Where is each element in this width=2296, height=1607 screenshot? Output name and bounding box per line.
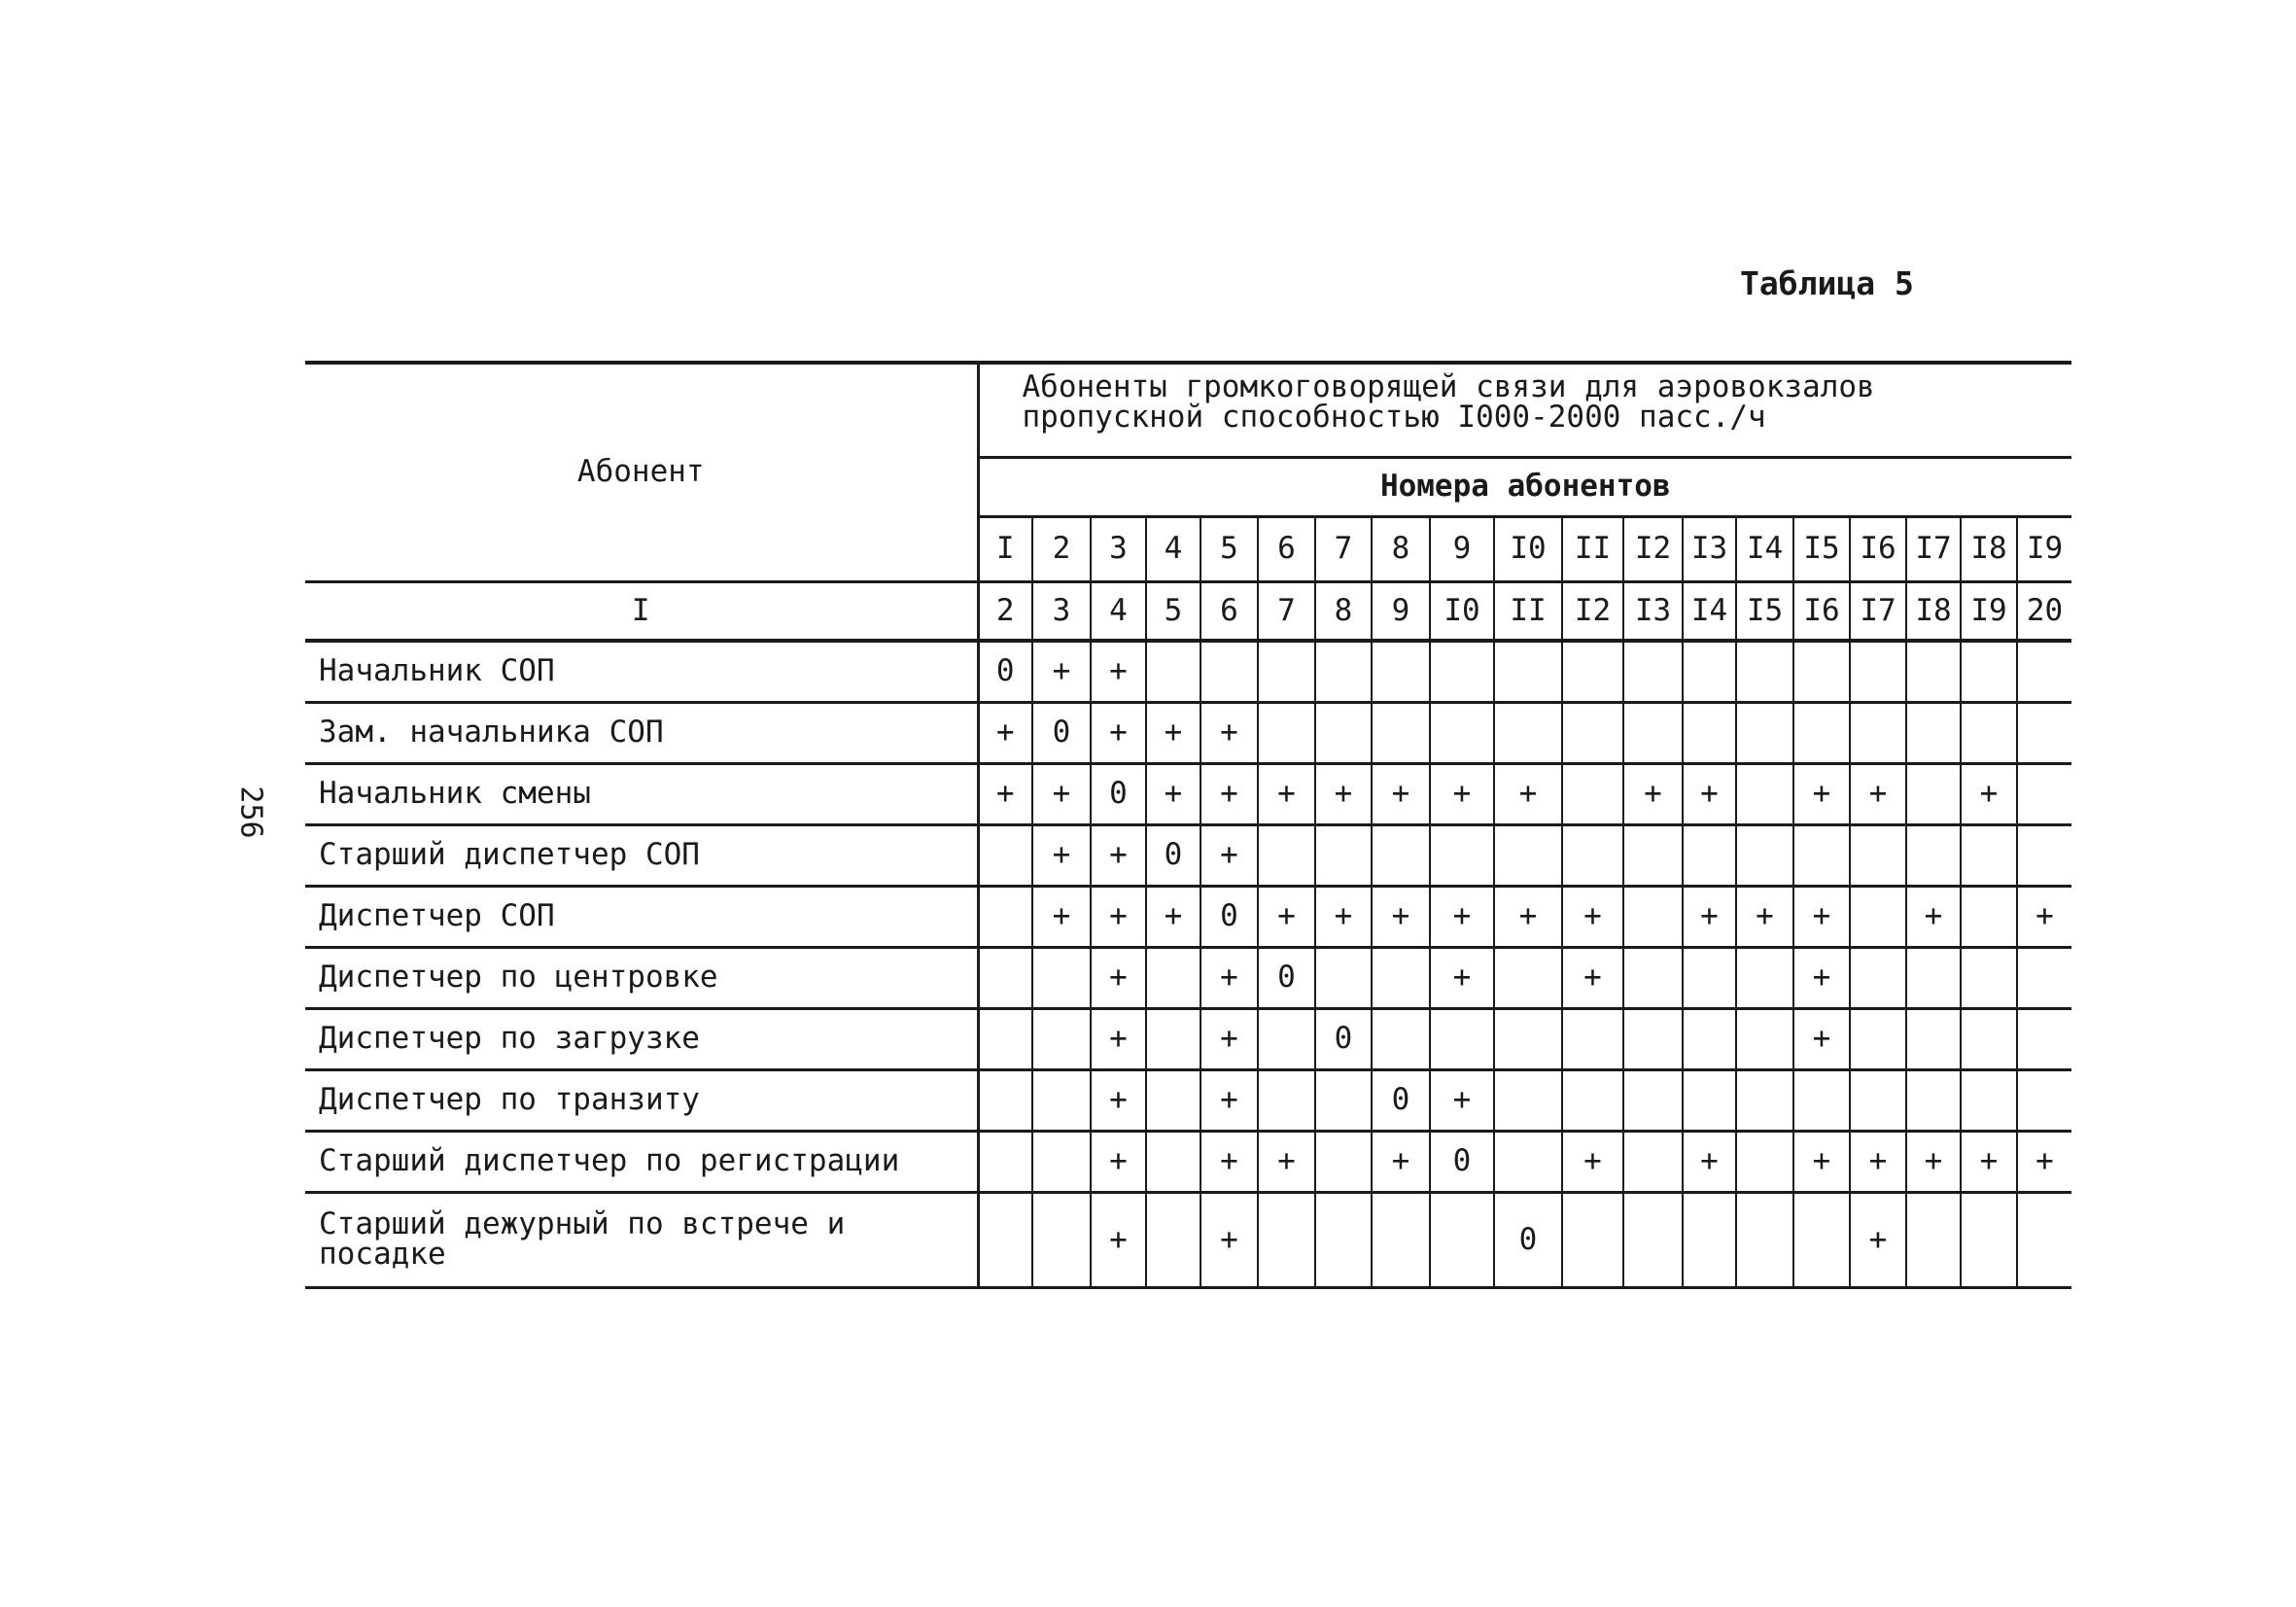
- table-cell: [1850, 947, 1906, 1008]
- table-cell: [1372, 641, 1430, 702]
- table-cell: [978, 1131, 1032, 1192]
- table-cell: +: [1372, 1131, 1430, 1192]
- table-cell: [1623, 1131, 1683, 1192]
- column-number: I7: [1850, 581, 1906, 641]
- table-cell: [1906, 1192, 1961, 1287]
- table-cell: [1032, 1192, 1091, 1287]
- table-body: [305, 641, 2071, 1287]
- subscriber-number: I: [978, 516, 1032, 581]
- table-cell: [1372, 702, 1430, 763]
- subscriber-number: I0: [1494, 516, 1562, 581]
- table-cell: +: [1430, 886, 1494, 947]
- subscriber-number: 9: [1430, 516, 1494, 581]
- subscriber-number: I6: [1850, 516, 1906, 581]
- table-cell: [1736, 702, 1793, 763]
- table-cell: [1146, 1069, 1200, 1131]
- table-cell: [1562, 763, 1623, 824]
- table-cell: +: [1146, 763, 1200, 824]
- column-number: 7: [1258, 581, 1315, 641]
- table-cell: +: [1258, 1131, 1315, 1192]
- table-cell: [1683, 641, 1736, 702]
- subscriber-number: 8: [1372, 516, 1430, 581]
- table-cell: +: [1793, 763, 1850, 824]
- table-cell: [1146, 947, 1200, 1008]
- table-cell: +: [1494, 886, 1562, 947]
- table-cell: 0: [1200, 886, 1258, 947]
- table-cell: [1032, 947, 1091, 1008]
- table-cell: [1961, 886, 2017, 947]
- table-cell: +: [1200, 1069, 1258, 1131]
- table-cell: [2017, 1192, 2071, 1287]
- row-subscriber-name: Диспетчер по центровке: [305, 947, 978, 1008]
- subscriber-number: 5: [1200, 516, 1258, 581]
- table-cell: +: [1200, 1008, 1258, 1069]
- table-cell: [1562, 1192, 1623, 1287]
- table-cell: [1258, 1069, 1315, 1131]
- table-cell: +: [1091, 1192, 1146, 1287]
- table-cell: +: [1562, 1131, 1623, 1192]
- table-cell: +: [1032, 824, 1091, 886]
- table-cell: [1850, 641, 1906, 702]
- table-cell: [1258, 641, 1315, 702]
- table-cell: +: [1091, 947, 1146, 1008]
- table-cell: 0: [1091, 763, 1146, 824]
- table-cell: [1850, 1008, 1906, 1069]
- table-cell: [1683, 702, 1736, 763]
- table-cell: [1146, 1008, 1200, 1069]
- table-cell: [1623, 1069, 1683, 1131]
- column-number: 6: [1200, 581, 1258, 641]
- column-number: I0: [1430, 581, 1494, 641]
- table-cell: +: [1906, 1131, 1961, 1192]
- table-row: [305, 947, 2071, 1008]
- table-cell: [1850, 886, 1906, 947]
- table-cell: [1494, 1131, 1562, 1192]
- column-number: I5: [1736, 581, 1793, 641]
- table-cell: [1906, 824, 1961, 886]
- subscriber-number: 3: [1091, 516, 1146, 581]
- page-number: 256: [233, 786, 268, 839]
- table-cell: +: [1091, 1069, 1146, 1131]
- table-cell: [1372, 947, 1430, 1008]
- subscriber-column-header: Абонент: [305, 363, 978, 581]
- table-cell: [1315, 1069, 1372, 1131]
- table-cell: [1623, 886, 1683, 947]
- table-cell: [1906, 947, 1961, 1008]
- table-cell: +: [1961, 1131, 2017, 1192]
- subscriber-number: I9: [2017, 516, 2071, 581]
- table-cell: [1258, 824, 1315, 886]
- table-cell: +: [1736, 886, 1793, 947]
- table-cell: [1372, 1192, 1430, 1287]
- column-number: I6: [1793, 581, 1850, 641]
- table-cell: +: [1200, 763, 1258, 824]
- table-cell: [978, 1192, 1032, 1287]
- subscriber-table: [305, 361, 2071, 1289]
- table-cell: +: [1961, 763, 2017, 824]
- table-cell: [1683, 824, 1736, 886]
- table-cell: [1258, 1008, 1315, 1069]
- table-cell: +: [1091, 1131, 1146, 1192]
- table-cell: +: [1315, 763, 1372, 824]
- column-number: 5: [1146, 581, 1200, 641]
- column-number: 3: [1032, 581, 1091, 641]
- table-cell: [1315, 702, 1372, 763]
- table-row: [305, 886, 2071, 947]
- table-cell: +: [1200, 702, 1258, 763]
- table-cell: 0: [1315, 1008, 1372, 1069]
- column-number: I: [305, 581, 978, 641]
- column-number: 9: [1372, 581, 1430, 641]
- table-cell: +: [978, 702, 1032, 763]
- table-cell: +: [978, 763, 1032, 824]
- table-cell: [1430, 1008, 1494, 1069]
- table-cell: [1372, 1008, 1430, 1069]
- table-cell: [1906, 763, 1961, 824]
- row-subscriber-name: Диспетчер по загрузке: [305, 1008, 978, 1069]
- table-cell: [1562, 641, 1623, 702]
- table-cell: +: [1683, 763, 1736, 824]
- column-number: II: [1494, 581, 1562, 641]
- row-subscriber-name: Начальник СОП: [305, 641, 978, 702]
- table-cell: +: [1200, 947, 1258, 1008]
- table-cell: [1494, 641, 1562, 702]
- table-cell: [1430, 702, 1494, 763]
- table-cell: [1623, 1192, 1683, 1287]
- table-cell: +: [1683, 886, 1736, 947]
- table-cell: [1315, 1131, 1372, 1192]
- table-cell: [1562, 824, 1623, 886]
- table-cell: [978, 886, 1032, 947]
- table-row: [305, 824, 2071, 886]
- table-cell: +: [1430, 947, 1494, 1008]
- column-number: I8: [1906, 581, 1961, 641]
- table-cell: +: [1315, 886, 1372, 947]
- subscriber-number: I3: [1683, 516, 1736, 581]
- table-row: [305, 702, 2071, 763]
- table-cell: [1683, 1192, 1736, 1287]
- table-cell: [978, 824, 1032, 886]
- subscriber-number: I4: [1736, 516, 1793, 581]
- table-cell: [1494, 824, 1562, 886]
- table-cell: [1430, 641, 1494, 702]
- table-cell: [1372, 824, 1430, 886]
- table-cell: +: [1032, 763, 1091, 824]
- table-cell: [1315, 641, 1372, 702]
- row-subscriber-name: Начальник смены: [305, 763, 978, 824]
- table-cell: [1906, 702, 1961, 763]
- table-cell: +: [1146, 702, 1200, 763]
- table-cell: [1494, 947, 1562, 1008]
- table-row: [305, 641, 2071, 702]
- table-cell: [1146, 1131, 1200, 1192]
- column-number: I9: [1961, 581, 2017, 641]
- table-cell: [2017, 1008, 2071, 1069]
- table-cell: [1146, 1192, 1200, 1287]
- column-number: 8: [1315, 581, 1372, 641]
- table-cell: [1562, 1008, 1623, 1069]
- table-cell: [1961, 702, 2017, 763]
- table-cell: 0: [1494, 1192, 1562, 1287]
- table-cell: [1032, 1069, 1091, 1131]
- table-cell: +: [1200, 1192, 1258, 1287]
- table-title: Таблица 5: [1740, 264, 1914, 302]
- table-cell: [1736, 763, 1793, 824]
- table-cell: [1736, 1131, 1793, 1192]
- table-cell: +: [1032, 886, 1091, 947]
- row-subscriber-name: Диспетчер СОП: [305, 886, 978, 947]
- numbers-title: Номера абонентов: [978, 457, 2071, 516]
- table-cell: +: [1850, 1131, 1906, 1192]
- row-subscriber-name: Старший дежурный по встрече и посадке: [305, 1192, 978, 1287]
- table-cell: [1736, 824, 1793, 886]
- subscriber-number: I5: [1793, 516, 1850, 581]
- table-cell: [1793, 641, 1850, 702]
- column-number: 4: [1091, 581, 1146, 641]
- subscriber-number: I8: [1961, 516, 2017, 581]
- column-number: 2: [978, 581, 1032, 641]
- table-cell: [2017, 641, 2071, 702]
- table-cell: [1200, 641, 1258, 702]
- table-cell: [2017, 702, 2071, 763]
- subscriber-number: 4: [1146, 516, 1200, 581]
- table-cell: +: [1091, 641, 1146, 702]
- subscriber-number: 7: [1315, 516, 1372, 581]
- table-cell: [1736, 1069, 1793, 1131]
- table-cell: [1430, 824, 1494, 886]
- table-cell: [1315, 824, 1372, 886]
- table-row: [305, 1008, 2071, 1069]
- table-cell: [1494, 702, 1562, 763]
- table-cell: +: [1032, 641, 1091, 702]
- table-cell: +: [1200, 1131, 1258, 1192]
- table-cell: +: [1091, 702, 1146, 763]
- table-cell: +: [1562, 886, 1623, 947]
- table-cell: [1736, 641, 1793, 702]
- table-cell: [2017, 1069, 2071, 1131]
- table-cell: +: [1793, 886, 1850, 947]
- table-cell: +: [1793, 947, 1850, 1008]
- table-cell: [1562, 1069, 1623, 1131]
- table-cell: +: [1091, 1008, 1146, 1069]
- table-cell: [1961, 947, 2017, 1008]
- table-cell: +: [1258, 886, 1315, 947]
- table-cell: [1736, 1008, 1793, 1069]
- subscriber-number: 2: [1032, 516, 1091, 581]
- table-cell: +: [1562, 947, 1623, 1008]
- table-cell: +: [1494, 763, 1562, 824]
- table-cell: +: [1793, 1131, 1850, 1192]
- table-cell: [1961, 1192, 2017, 1287]
- table-cell: [1850, 702, 1906, 763]
- column-number: I2: [1562, 581, 1623, 641]
- table-cell: +: [1430, 1069, 1494, 1131]
- table-cell: [1961, 1008, 2017, 1069]
- table-cell: [978, 947, 1032, 1008]
- subscriber-number: II: [1562, 516, 1623, 581]
- table-cell: [1906, 1008, 1961, 1069]
- table-cell: +: [1372, 763, 1430, 824]
- table-cell: [1146, 641, 1200, 702]
- table-cell: [1850, 1069, 1906, 1131]
- table-cell: [1961, 1069, 2017, 1131]
- table-cell: [1961, 641, 2017, 702]
- table-cell: +: [1683, 1131, 1736, 1192]
- subscriber-number: 6: [1258, 516, 1315, 581]
- table-cell: [1793, 1069, 1850, 1131]
- table-cell: [1430, 1192, 1494, 1287]
- table-row: [305, 763, 2071, 824]
- table-cell: +: [1906, 886, 1961, 947]
- table-cell: [1850, 824, 1906, 886]
- table-cell: [1793, 824, 1850, 886]
- table-cell: [1562, 702, 1623, 763]
- table-cell: +: [1850, 763, 1906, 824]
- table-cell: [1683, 947, 1736, 1008]
- table-cell: [1736, 947, 1793, 1008]
- table-cell: [1961, 824, 2017, 886]
- table-cell: [1258, 1192, 1315, 1287]
- table-cell: 0: [1430, 1131, 1494, 1192]
- table-cell: 0: [1372, 1069, 1430, 1131]
- table-cell: +: [1091, 824, 1146, 886]
- table-cell: [1623, 947, 1683, 1008]
- table-cell: [1906, 641, 1961, 702]
- table-cell: +: [1258, 763, 1315, 824]
- table-row: [305, 1131, 2071, 1192]
- column-number: 20: [2017, 581, 2071, 641]
- subscriber-number: I7: [1906, 516, 1961, 581]
- column-number: I3: [1623, 581, 1683, 641]
- table-cell: [1623, 824, 1683, 886]
- table-cell: 0: [1032, 702, 1091, 763]
- table-cell: [1032, 1131, 1091, 1192]
- row-subscriber-name: Старший диспетчер по регистрации: [305, 1131, 978, 1192]
- table-cell: [1793, 702, 1850, 763]
- table-cell: [1736, 1192, 1793, 1287]
- table-cell: 0: [978, 641, 1032, 702]
- table-cell: +: [1091, 886, 1146, 947]
- table-row: [305, 1069, 2071, 1131]
- table-cell: +: [1623, 763, 1683, 824]
- table-cell: [1623, 641, 1683, 702]
- table-cell: 0: [1146, 824, 1200, 886]
- table-cell: [2017, 824, 2071, 886]
- table-cell: [1623, 702, 1683, 763]
- row-subscriber-name: Старший диспетчер СОП: [305, 824, 978, 886]
- group-title: Абоненты громкоговорящей связи для аэровокзалов пропускной способностью I000-2000 пасс./ч: [978, 363, 2071, 457]
- table-cell: [1683, 1069, 1736, 1131]
- table-cell: [1623, 1008, 1683, 1069]
- table-cell: [2017, 947, 2071, 1008]
- table-cell: [1906, 1069, 1961, 1131]
- table-cell: [1032, 1008, 1091, 1069]
- table-cell: [1494, 1069, 1562, 1131]
- table-cell: [978, 1069, 1032, 1131]
- table-cell: +: [2017, 886, 2071, 947]
- column-numbers-row: [305, 581, 2071, 641]
- table-cell: [978, 1008, 1032, 1069]
- table-cell: +: [1793, 1008, 1850, 1069]
- table-cell: +: [1372, 886, 1430, 947]
- table-cell: +: [1200, 824, 1258, 886]
- table-cell: [2017, 763, 2071, 824]
- table-cell: 0: [1258, 947, 1315, 1008]
- table-cell: [1315, 947, 1372, 1008]
- table-cell: +: [1146, 886, 1200, 947]
- row-subscriber-name: Зам. начальника СОП: [305, 702, 978, 763]
- table-cell: +: [2017, 1131, 2071, 1192]
- table-row: [305, 1192, 2071, 1287]
- table-cell: [1315, 1192, 1372, 1287]
- table-cell: [1494, 1008, 1562, 1069]
- table-cell: [1683, 1008, 1736, 1069]
- table-cell: +: [1850, 1192, 1906, 1287]
- table-cell: +: [1430, 763, 1494, 824]
- table-cell: [1258, 702, 1315, 763]
- row-subscriber-name: Диспетчер по транзиту: [305, 1069, 978, 1131]
- subscriber-number: I2: [1623, 516, 1683, 581]
- table-cell: [1793, 1192, 1850, 1287]
- column-number: I4: [1683, 581, 1736, 641]
